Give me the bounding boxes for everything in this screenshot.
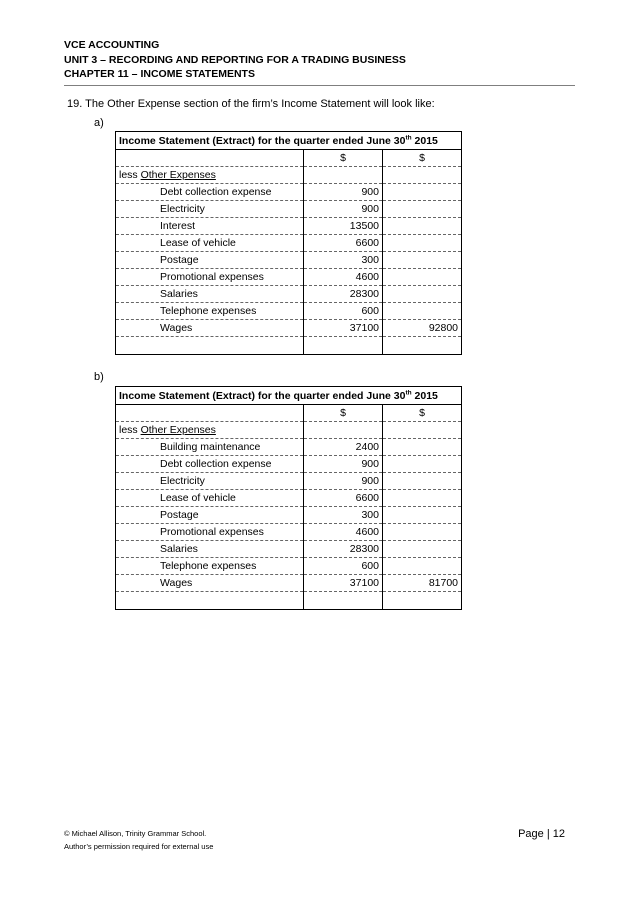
expense-row: [116, 252, 462, 269]
expense-total: [383, 524, 462, 541]
expense-total: [383, 303, 462, 320]
statement-title-suffix: th: [405, 389, 412, 396]
blank-cell: [383, 167, 462, 184]
expense-name: Telephone expenses: [116, 558, 304, 575]
expense-row: [116, 558, 462, 575]
footer-permission: Author’s permission required for external use: [64, 842, 214, 851]
expense-name: Debt collection expense: [116, 456, 304, 473]
expense-amount: 2400: [304, 439, 383, 456]
statement-title-year: 2015: [411, 389, 438, 402]
expense-row: [116, 235, 462, 252]
expense-amount: 600: [304, 558, 383, 575]
empty-row: [116, 337, 462, 355]
expense-total: [383, 541, 462, 558]
expense-row: [116, 286, 462, 303]
expense-name: Promotional expenses: [116, 269, 304, 286]
expense-amount: 4600: [304, 524, 383, 541]
expense-total: [383, 490, 462, 507]
expense-amount: 37100: [304, 575, 383, 592]
statement-title-row: [116, 387, 462, 405]
footer: [64, 827, 213, 853]
currency-row: [116, 150, 462, 167]
section-heading: [116, 422, 304, 439]
blank-cell: [383, 422, 462, 439]
expense-row: [116, 473, 462, 490]
blank-cell: [116, 592, 304, 610]
section-row: [116, 422, 462, 439]
expense-amount: 300: [304, 507, 383, 524]
expense-row: [116, 541, 462, 558]
part-a-label: a): [94, 117, 104, 129]
blank-cell: [304, 422, 383, 439]
expense-row: [116, 456, 462, 473]
expense-name: Electricity: [116, 201, 304, 218]
expense-amount: 6600: [304, 490, 383, 507]
expense-total: [383, 235, 462, 252]
expense-name: Building maintenance: [116, 439, 304, 456]
currency-label: $: [304, 150, 383, 167]
expense-name: Interest: [116, 218, 304, 235]
expense-name: Telephone expenses: [116, 303, 304, 320]
blank-cell: [304, 592, 383, 610]
expense-total: [383, 184, 462, 201]
statement-title-main: Income Statement (Extract) for the quarter ended June 30: [119, 134, 406, 147]
expense-row: [116, 507, 462, 524]
header-chapter: CHAPTER 11 – INCOME STATEMENTS: [64, 68, 255, 80]
section-title: Other Expenses: [140, 169, 216, 181]
blank-cell: [383, 337, 462, 355]
expense-amount: 13500: [304, 218, 383, 235]
expense-total: [383, 558, 462, 575]
expense-name: Lease of vehicle: [116, 490, 304, 507]
part-b-label: b): [94, 371, 104, 383]
page-number: Page | 12: [518, 828, 565, 840]
expense-total: 81700: [383, 575, 462, 592]
statement-title-suffix: th: [405, 134, 412, 141]
expense-name: Wages: [116, 575, 304, 592]
expense-row: [116, 303, 462, 320]
expense-row: [116, 524, 462, 541]
expense-total: [383, 507, 462, 524]
footer-copyright: © Michael Allison, Trinity Grammar School.: [64, 829, 207, 838]
header-subject: VCE ACCOUNTING: [64, 39, 160, 51]
expense-total: 92800: [383, 320, 462, 337]
expense-total: [383, 269, 462, 286]
expense-row: [116, 269, 462, 286]
section-prefix: less: [119, 169, 141, 181]
expense-row: [116, 184, 462, 201]
expense-total: [383, 456, 462, 473]
currency-label: $: [383, 150, 462, 167]
expense-amount: 900: [304, 456, 383, 473]
section-heading: [116, 167, 304, 184]
expense-amount: 300: [304, 252, 383, 269]
expense-name: Electricity: [116, 473, 304, 490]
header-divider: [64, 85, 575, 86]
blank-cell: [383, 592, 462, 610]
expense-amount: 28300: [304, 541, 383, 558]
currency-label: $: [383, 405, 462, 422]
expense-amount: 6600: [304, 235, 383, 252]
statement-title-year: 2015: [411, 134, 438, 147]
section-title: Other Expenses: [140, 424, 216, 436]
expense-row: [116, 575, 462, 592]
document-header: [64, 38, 576, 86]
expense-name: Debt collection expense: [116, 184, 304, 201]
expense-total: [383, 201, 462, 218]
section-row: [116, 167, 462, 184]
empty-row: [116, 592, 462, 610]
blank-cell: [116, 405, 304, 422]
expense-total: [383, 286, 462, 303]
blank-cell: [116, 337, 304, 355]
expense-name: Lease of vehicle: [116, 235, 304, 252]
expense-amount: 600: [304, 303, 383, 320]
expense-amount: 900: [304, 473, 383, 490]
expense-row: [116, 218, 462, 235]
expense-amount: 900: [304, 184, 383, 201]
statement-title-main: Income Statement (Extract) for the quarter ended June 30: [119, 389, 406, 402]
expense-total: [383, 439, 462, 456]
question-text: 19. The Other Expense section of the firm’s Income Statement will look like:: [67, 98, 435, 110]
expense-row: [116, 439, 462, 456]
expense-amount: 28300: [304, 286, 383, 303]
expense-row: [116, 201, 462, 218]
expense-name: Salaries: [116, 541, 304, 558]
expense-name: Postage: [116, 252, 304, 269]
income-statement-a: [115, 131, 462, 355]
expense-name: Postage: [116, 507, 304, 524]
blank-cell: [116, 150, 304, 167]
expense-total: [383, 252, 462, 269]
expense-total: [383, 218, 462, 235]
expense-name: Promotional expenses: [116, 524, 304, 541]
statement-title: [116, 387, 462, 405]
expense-row: [116, 320, 462, 337]
expense-total: [383, 473, 462, 490]
currency-row: [116, 405, 462, 422]
expense-amount: 37100: [304, 320, 383, 337]
header-unit: UNIT 3 – RECORDING AND REPORTING FOR A TRADING BUSINESS: [64, 53, 406, 66]
expense-amount: 4600: [304, 269, 383, 286]
expense-name: Salaries: [116, 286, 304, 303]
expense-row: [116, 490, 462, 507]
blank-cell: [304, 337, 383, 355]
statement-title: [116, 132, 462, 150]
expense-name: Wages: [116, 320, 304, 337]
statement-title-row: [116, 132, 462, 150]
section-prefix: less: [119, 424, 141, 436]
currency-label: $: [304, 405, 383, 422]
blank-cell: [304, 167, 383, 184]
expense-amount: 900: [304, 201, 383, 218]
income-statement-b: [115, 386, 462, 610]
